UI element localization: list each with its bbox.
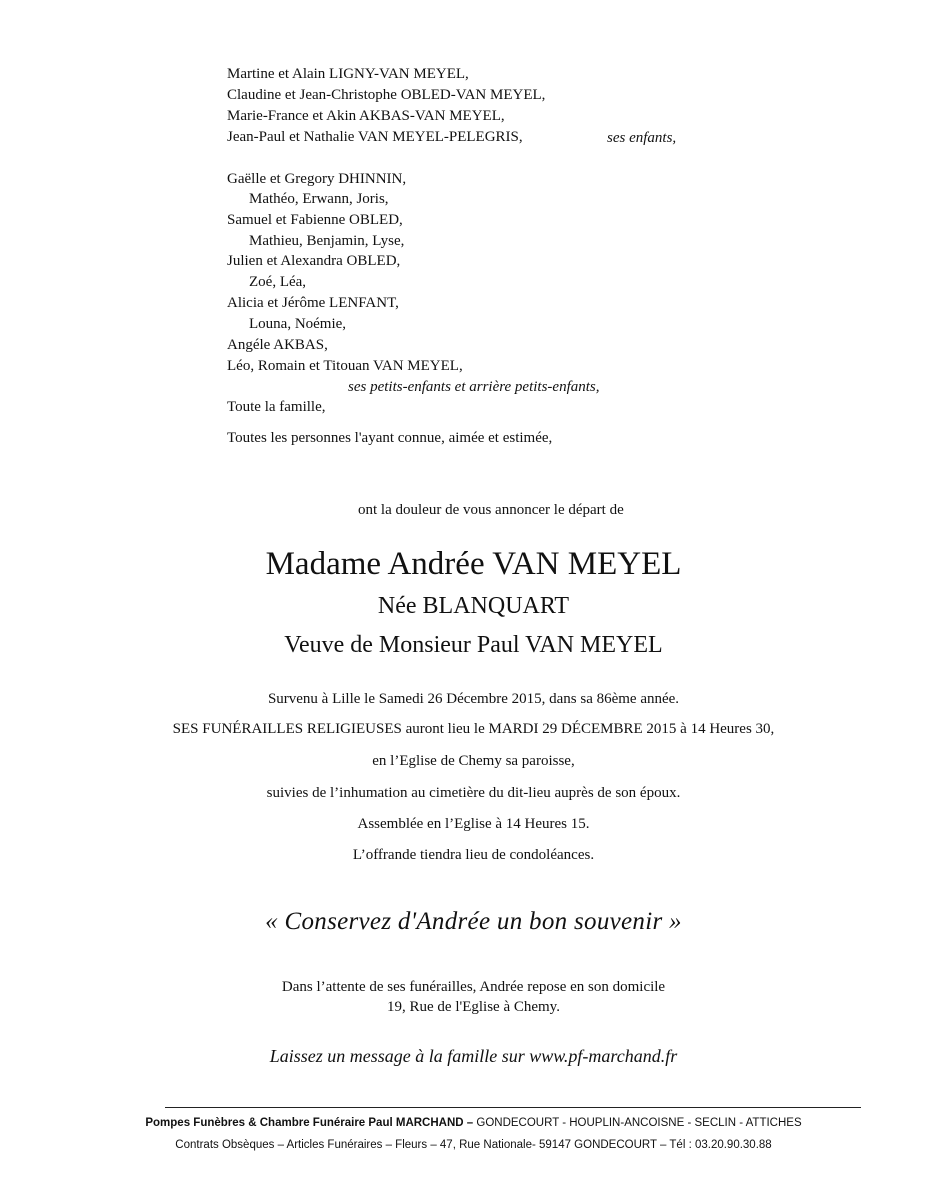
- rest-line: Dans l’attente de ses funérailles, Andrée repose en son domicile: [281, 979, 666, 995]
- child-line: Martine et Alain LIGNY-VAN MEYEL,: [227, 66, 469, 82]
- footer-company-line: [0, 1115, 947, 1131]
- quote: « Conservez d'Andrée un bon souvenir »: [265, 908, 682, 935]
- child-line: Claudine et Jean-Christophe OBLED-VAN MEYEL,: [227, 87, 546, 103]
- grandchild-line: Mathéo, Erwann, Joris,: [249, 191, 389, 207]
- footer-contact: Contrats Obsèques – Articles Funéraires – Fleurs – 47, Rue Nationale- 59147 GONDECOURT – Tél : 03.20.90.30.88: [175, 1139, 772, 1151]
- website-message: Laissez un message à la famille sur www.pf-marchand.fr: [269, 1046, 678, 1066]
- deceased-name: Madame Andrée VAN MEYEL: [265, 546, 682, 582]
- detail-line: SES FUNÉRAILLES RELIGIEUSES auront lieu le MARDI 29 DÉCEMBRE 2015 à 14 Heures 30,: [172, 721, 775, 737]
- others-line: Toutes les personnes l'ayant connue, aimée et estimée,: [227, 430, 553, 446]
- grandchildren-role: ses petits-enfants et arrière petits-enfants,: [348, 379, 600, 395]
- detail-line: Assemblée en l’Eglise à 14 Heures 15.: [357, 816, 590, 832]
- family-line: Toute la famille,: [227, 399, 326, 415]
- detail-line: suivies de l’inhumation au cimetière du dit-lieu auprès de son époux.: [266, 785, 681, 801]
- grandchild-line: Julien et Alexandra OBLED,: [227, 253, 401, 269]
- grandchild-line: Louna, Noémie,: [249, 316, 347, 332]
- detail-line: en l’Eglise de Chemy sa paroisse,: [372, 753, 575, 769]
- announcement: ont la douleur de vous annoncer le départ de: [358, 502, 624, 518]
- detail-line: L’offrande tiendra lieu de condoléances.: [352, 847, 595, 863]
- footer-locations: GONDECOURT - HOUPLIN-ANCOISNE - SECLIN - ATTICHES: [473, 1117, 802, 1129]
- grandchild-line: Zoé, Léa,: [249, 274, 307, 290]
- footer-divider: [165, 1107, 861, 1108]
- maiden-name: Née BLANQUART: [377, 593, 570, 619]
- child-line: Marie-France et Akin AKBAS-VAN MEYEL,: [227, 108, 505, 124]
- footer-company: Pompes Funèbres & Chambre Funéraire Paul MARCHAND –: [145, 1117, 474, 1129]
- grandchild-line: Gaëlle et Gregory DHINNIN,: [227, 171, 407, 187]
- detail-line: Survenu à Lille le Samedi 26 Décembre 2015, dans sa 86ème année.: [267, 691, 680, 707]
- child-line: Jean-Paul et Nathalie VAN MEYEL-PELEGRIS,: [227, 129, 523, 145]
- widow-of: Veuve de Monsieur Paul VAN MEYEL: [284, 632, 663, 658]
- children-role: ses enfants,: [607, 130, 677, 146]
- rest-line: 19, Rue de l'Eglise à Chemy.: [387, 999, 560, 1015]
- grandchild-line: Angéle AKBAS,: [227, 337, 328, 353]
- grandchild-line: Mathieu, Benjamin, Lyse,: [249, 233, 405, 249]
- grandchild-line: Léo, Romain et Titouan VAN MEYEL,: [227, 358, 463, 374]
- grandchild-line: Alicia et Jérôme LENFANT,: [227, 295, 399, 311]
- grandchild-line: Samuel et Fabienne OBLED,: [227, 212, 403, 228]
